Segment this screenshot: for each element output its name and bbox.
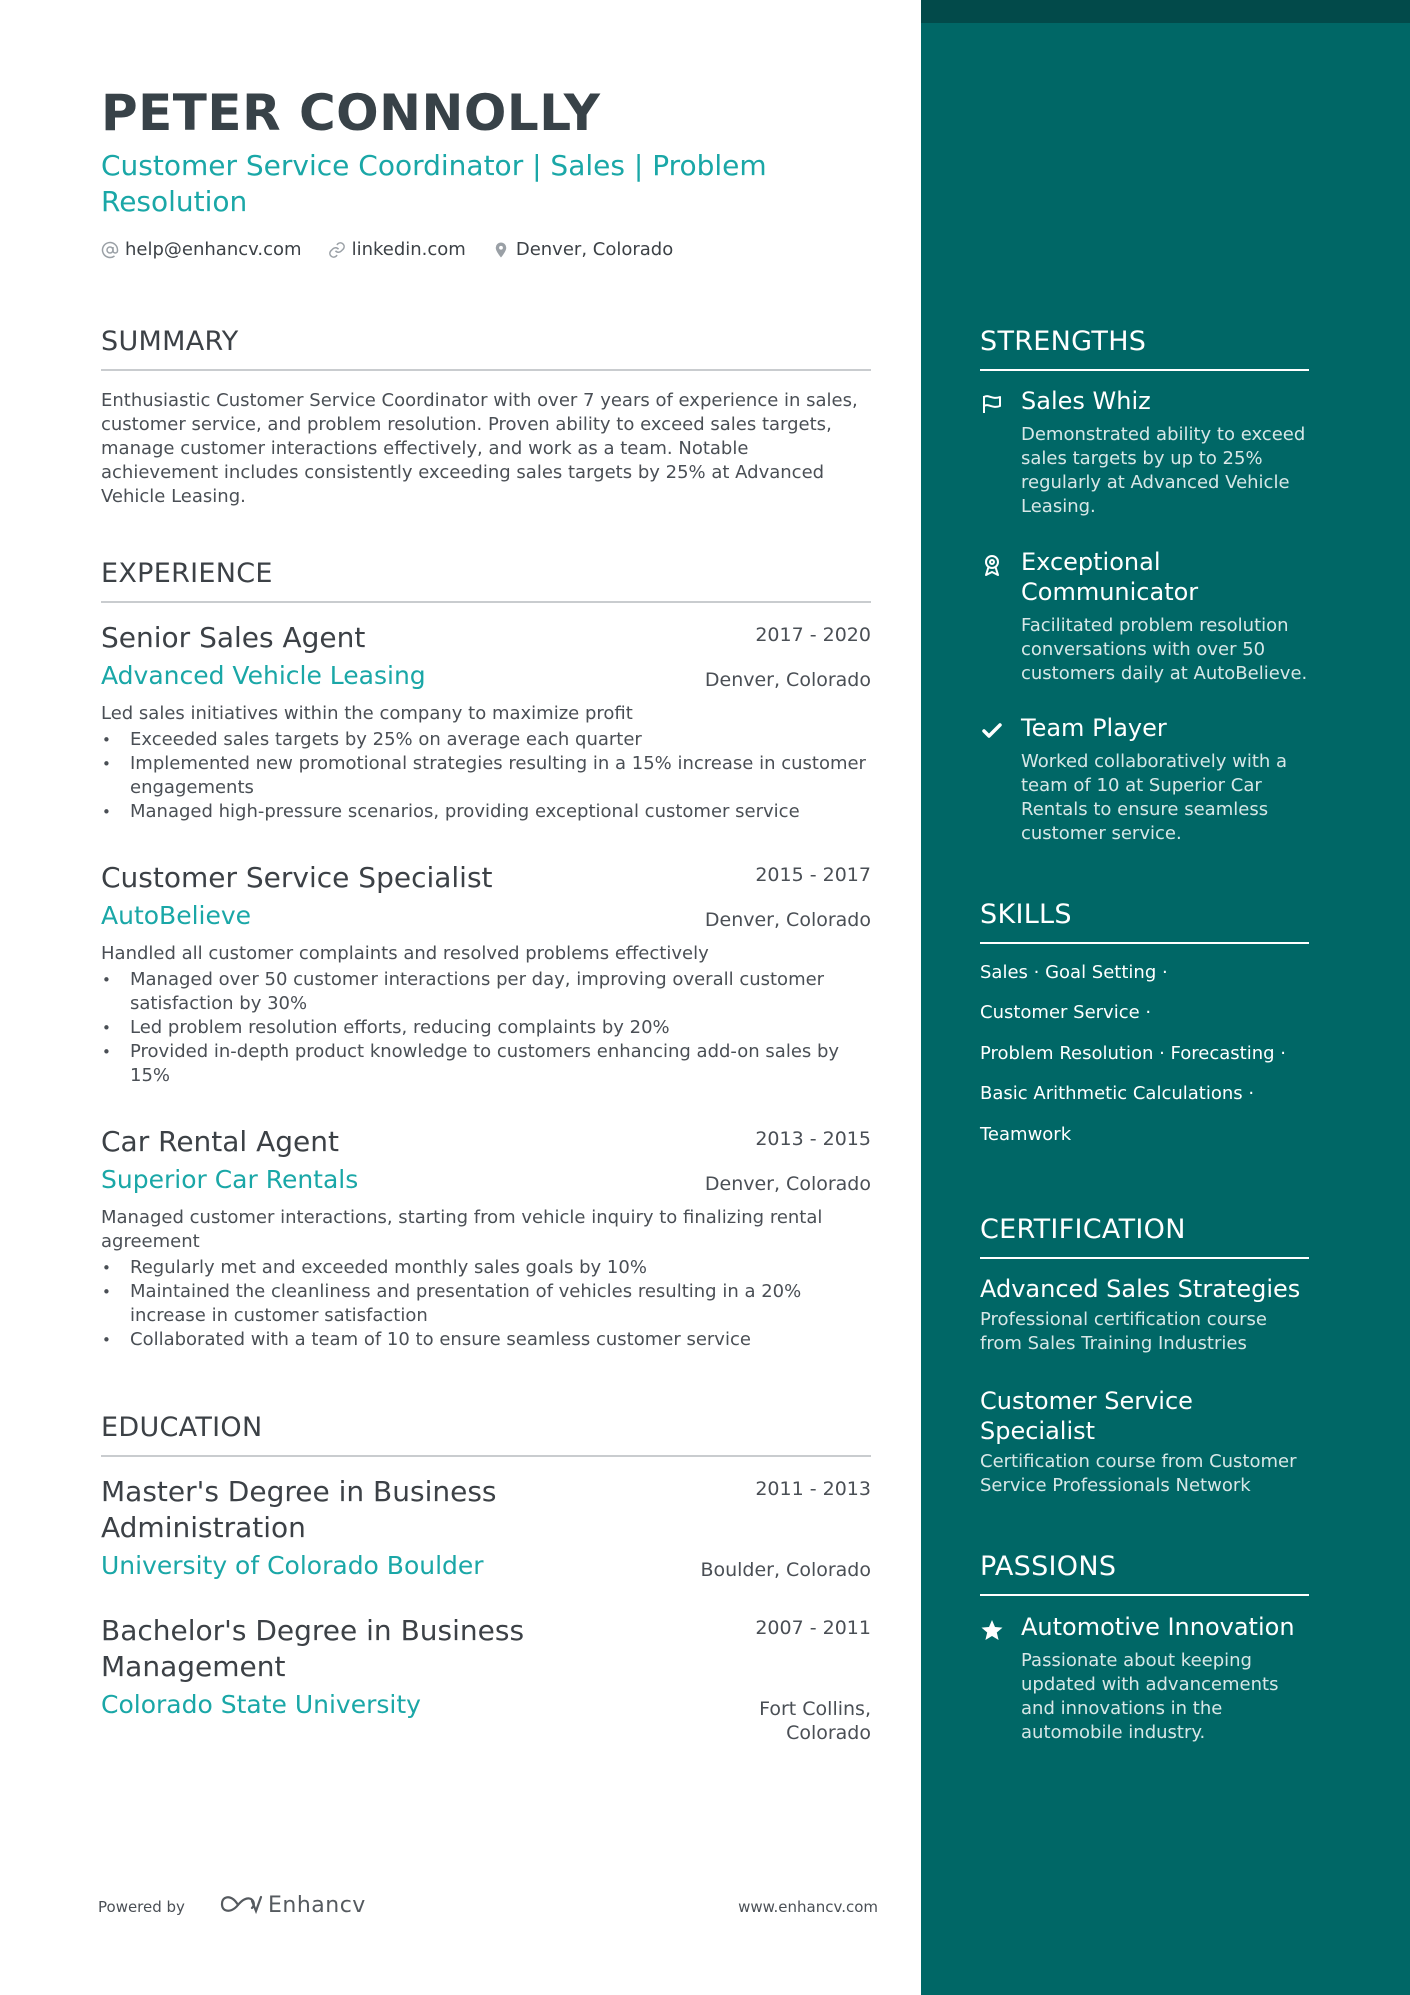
certification-description: Professional certification course from Sales Training Industries: [980, 1309, 1267, 1354]
job-bullets: [101, 728, 871, 824]
certification-title: Customer Service Specialist: [980, 1387, 1193, 1445]
strength-title: Sales Whiz: [1021, 387, 1151, 415]
skills-heading: SKILLS: [980, 899, 1309, 944]
strengths-heading: STRENGTHS: [980, 326, 1309, 371]
passions-heading: PASSIONS: [980, 1551, 1309, 1596]
experience-entry: [101, 1124, 871, 1352]
job-description: Handled all customer complaints and resolved problems effectively: [101, 943, 709, 964]
certification-title: Advanced Sales Strategies: [980, 1275, 1301, 1303]
company-name: AutoBelieve: [101, 901, 252, 930]
job-title: Car Rental Agent: [101, 1125, 339, 1158]
strength-description: Facilitated problem resolution conversations with over 50 customers daily at AutoBelieve.: [1021, 615, 1308, 684]
location-pin-icon: [492, 241, 510, 259]
job-description: Managed customer interactions, starting from vehicle inquiry to finalizing rental agreement: [101, 1207, 823, 1252]
enhancv-logo[interactable]: [216, 1892, 366, 1918]
contact-linkedin[interactable]: [328, 239, 466, 260]
degree-title: Bachelor's Degree in Business Management: [101, 1614, 525, 1683]
company-name: Advanced Vehicle Leasing: [101, 661, 426, 690]
experience-entry: [101, 620, 871, 824]
job-bullets: [101, 1256, 871, 1352]
passion-description: Passionate about keeping updated with advancements and innovations in the automobile industry.: [1021, 1650, 1279, 1743]
bullet-item: • Managed high-pressure scenarios, providing exceptional customer service: [101, 800, 871, 824]
contact-email[interactable]: [101, 239, 302, 260]
powered-by-label: Powered by: [98, 1898, 185, 1916]
award-icon: [980, 553, 1004, 577]
job-dates: 2015 - 2017: [755, 864, 871, 886]
check-icon: [980, 719, 1004, 743]
location-text: Denver, Colorado: [515, 239, 674, 260]
school-name: University of Colorado Boulder: [101, 1551, 484, 1580]
bullet-item: • Managed over 50 customer interactions per day, improving overall customer satisfaction by 30%: [101, 968, 871, 1016]
job-location: Denver, Colorado: [704, 1173, 871, 1195]
bullet-item: • Provided in-depth product knowledge to customers enhancing add-on sales by 15%: [101, 1040, 871, 1088]
sidebar-top-band: [921, 0, 1410, 23]
skill-row: Basic Arithmetic Calculations ·: [980, 1083, 1255, 1104]
job-dates: 2017 - 2020: [755, 624, 871, 646]
school-name: Colorado State University: [101, 1690, 421, 1719]
candidate-name: PETER CONNOLLY: [101, 84, 601, 142]
company-name: Superior Car Rentals: [101, 1165, 359, 1194]
education-dates: 2011 - 2013: [755, 1478, 871, 1500]
at-icon: [101, 241, 119, 259]
certification-description: Certification course from Customer Service Professionals Network: [980, 1451, 1297, 1496]
strength-description: Demonstrated ability to exceed sales targets by up to 25% regularly at Advanced Vehicle Leasing.: [1021, 424, 1306, 517]
summary-text: Enthusiastic Customer Service Coordinator with over 7 years of experience in sales, customer service, and problem resolution. Proven ability to exceed sales targets, manage customer interactions effectively, and work as a team. Notable achievement includes consistently exceeding sales targets by 25% at Advanced Vehicle Leasing.: [101, 390, 858, 507]
bullet-item: • Collaborated with a team of 10 to ensure seamless customer service: [101, 1328, 871, 1352]
summary-heading: SUMMARY: [101, 326, 871, 371]
certification-item: [980, 1274, 1309, 1356]
passion-title: Automotive Innovation: [1021, 1613, 1295, 1641]
strength-item: [980, 547, 1309, 686]
enhancv-logo-icon: [216, 1892, 264, 1918]
job-dates: 2013 - 2015: [755, 1128, 871, 1150]
school-location: Fort Collins, Colorado: [759, 1698, 871, 1744]
star-icon: [980, 1618, 1004, 1642]
degree-title: Master's Degree in Business Administration: [101, 1475, 497, 1544]
contact-info: [101, 239, 699, 260]
enhancv-logo-text: Enhancv: [268, 1892, 366, 1918]
bullet-item: • Implemented new promotional strategies resulting in a 15% increase in customer engagements: [101, 752, 871, 800]
experience-heading: EXPERIENCE: [101, 558, 871, 603]
flag-icon: [980, 392, 1004, 416]
strength-item: [980, 386, 1309, 519]
candidate-headline: Customer Service Coordinator | Sales | Problem Resolution: [101, 149, 767, 218]
certification-heading: CERTIFICATION: [980, 1214, 1309, 1259]
school-location: Boulder, Colorado: [700, 1559, 871, 1581]
link-icon: [328, 241, 346, 259]
skill-row: Customer Service ·: [980, 1002, 1152, 1023]
strength-title: Exceptional Communicator: [1021, 548, 1199, 606]
education-dates: 2007 - 2011: [755, 1617, 871, 1639]
skill-row: Teamwork: [980, 1124, 1072, 1145]
bullet-item: • Led problem resolution efforts, reducing complaints by 20%: [101, 1016, 871, 1040]
job-title: Customer Service Specialist: [101, 861, 493, 894]
job-location: Denver, Colorado: [704, 909, 871, 931]
experience-entry: [101, 860, 871, 1088]
job-bullets: [101, 968, 871, 1088]
certification-item: [980, 1386, 1309, 1498]
bullet-item: • Exceeded sales targets by 25% on average each quarter: [101, 728, 871, 752]
strength-title: Team Player: [1021, 714, 1167, 742]
skill-row: Problem Resolution · Forecasting ·: [980, 1043, 1286, 1064]
passion-item: [980, 1612, 1309, 1745]
skill-row: Sales · Goal Setting ·: [980, 962, 1168, 983]
website-link[interactable]: www.enhancv.com: [738, 1898, 878, 1916]
bullet-item: • Regularly met and exceeded monthly sales goals by 10%: [101, 1256, 871, 1280]
email-text: help@enhancv.com: [125, 239, 302, 260]
linkedin-text: linkedin.com: [351, 239, 466, 260]
education-heading: EDUCATION: [101, 1412, 871, 1457]
footer: [98, 1892, 878, 1926]
job-location: Denver, Colorado: [704, 669, 871, 691]
strength-description: Worked collaboratively with a team of 10 at Superior Car Rentals to ensure seamless customer service.: [1021, 751, 1288, 844]
job-title: Senior Sales Agent: [101, 621, 366, 654]
strength-item: [980, 713, 1309, 846]
education-entry: [101, 1474, 871, 1582]
contact-location: [492, 239, 673, 260]
bullet-item: • Maintained the cleanliness and presentation of vehicles resulting in a 20% increase in customer satisfaction: [101, 1280, 871, 1328]
education-entry: [101, 1613, 871, 1744]
job-description: Led sales initiatives within the company to maximize profit: [101, 703, 633, 724]
